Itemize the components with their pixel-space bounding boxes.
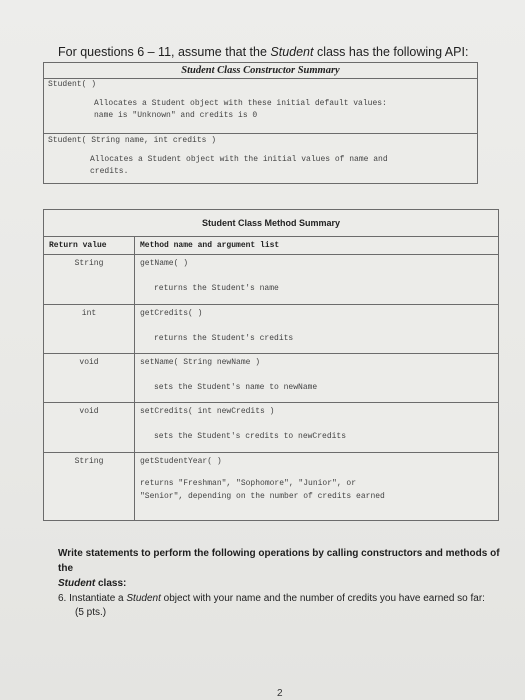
instructions-suffix: class:: [95, 578, 127, 589]
instructions-class-name: Student: [58, 578, 96, 589]
instructions-line: Write statements to perform the following operations by calling constructors and methods of the: [58, 548, 500, 574]
row-return-type: void: [79, 407, 99, 416]
table-row: [44, 453, 498, 519]
intro-prefix: For questions 6 – 11, assume that the: [58, 45, 271, 59]
intro-class-name: Student: [270, 45, 314, 59]
table-row: [44, 255, 498, 305]
constructor-signature-params: Student( String name, int credits ): [48, 136, 217, 145]
row-method-signature: getName( ): [140, 259, 189, 268]
question-prefix: Instantiate a: [69, 593, 127, 604]
constructor-table-caption: Student Class Constructor Summary: [44, 63, 477, 79]
intro-suffix: class has the following API:: [313, 45, 469, 59]
row-method-signature: getCredits( ): [140, 309, 203, 318]
instructions-text: [58, 546, 508, 591]
row-return-type: void: [79, 358, 99, 367]
row-return-type: String: [74, 259, 104, 268]
constructor-row-divider: [44, 133, 477, 134]
method-summary-table: [43, 209, 499, 521]
constructor-description-params: Allocates a Student object with the initial values of name and credits.: [90, 155, 388, 176]
method-table-caption: Student Class Method Summary: [44, 210, 498, 237]
row-method-description: sets the Student's credits to newCredits: [154, 432, 347, 441]
constructor-description-default: Allocates a Student object with these initial default values: name is "Unknown" and credits is 0: [94, 99, 387, 120]
table-row: [44, 354, 498, 403]
row-method-signature: setCredits( int newCredits ): [140, 407, 275, 416]
constructor-signature-default: Student( ): [48, 80, 97, 89]
row-method-description: returns the Student's credits: [154, 334, 294, 343]
question-6: [58, 592, 518, 620]
page-number: 2: [277, 688, 283, 699]
row-return-type: int: [81, 309, 97, 318]
header-return-value: Return value: [49, 241, 107, 250]
row-method-signature: getStudentYear( ): [140, 457, 222, 466]
table-row: [44, 403, 498, 453]
intro-text: [58, 45, 498, 59]
header-method-name: Method name and argument list: [140, 241, 280, 250]
question-class-name: Student: [126, 593, 161, 604]
table-row: [44, 305, 498, 354]
row-method-description: returns "Freshman", "Sophomore", "Junior", or "Senior", depending on the number of credits earned: [140, 479, 385, 501]
question-number: 6.: [58, 593, 67, 604]
row-method-description: returns the Student's name: [154, 284, 279, 293]
question-points: (5 pts.): [75, 607, 107, 618]
method-table-header: [44, 237, 498, 255]
constructor-summary-table: [43, 62, 478, 184]
row-return-type: String: [74, 457, 104, 466]
row-method-description: sets the Student's name to newName: [154, 383, 318, 392]
question-suffix: object with your name and the number of credits you have earned so far:: [160, 593, 485, 604]
row-method-signature: setName( String newName ): [140, 358, 261, 367]
